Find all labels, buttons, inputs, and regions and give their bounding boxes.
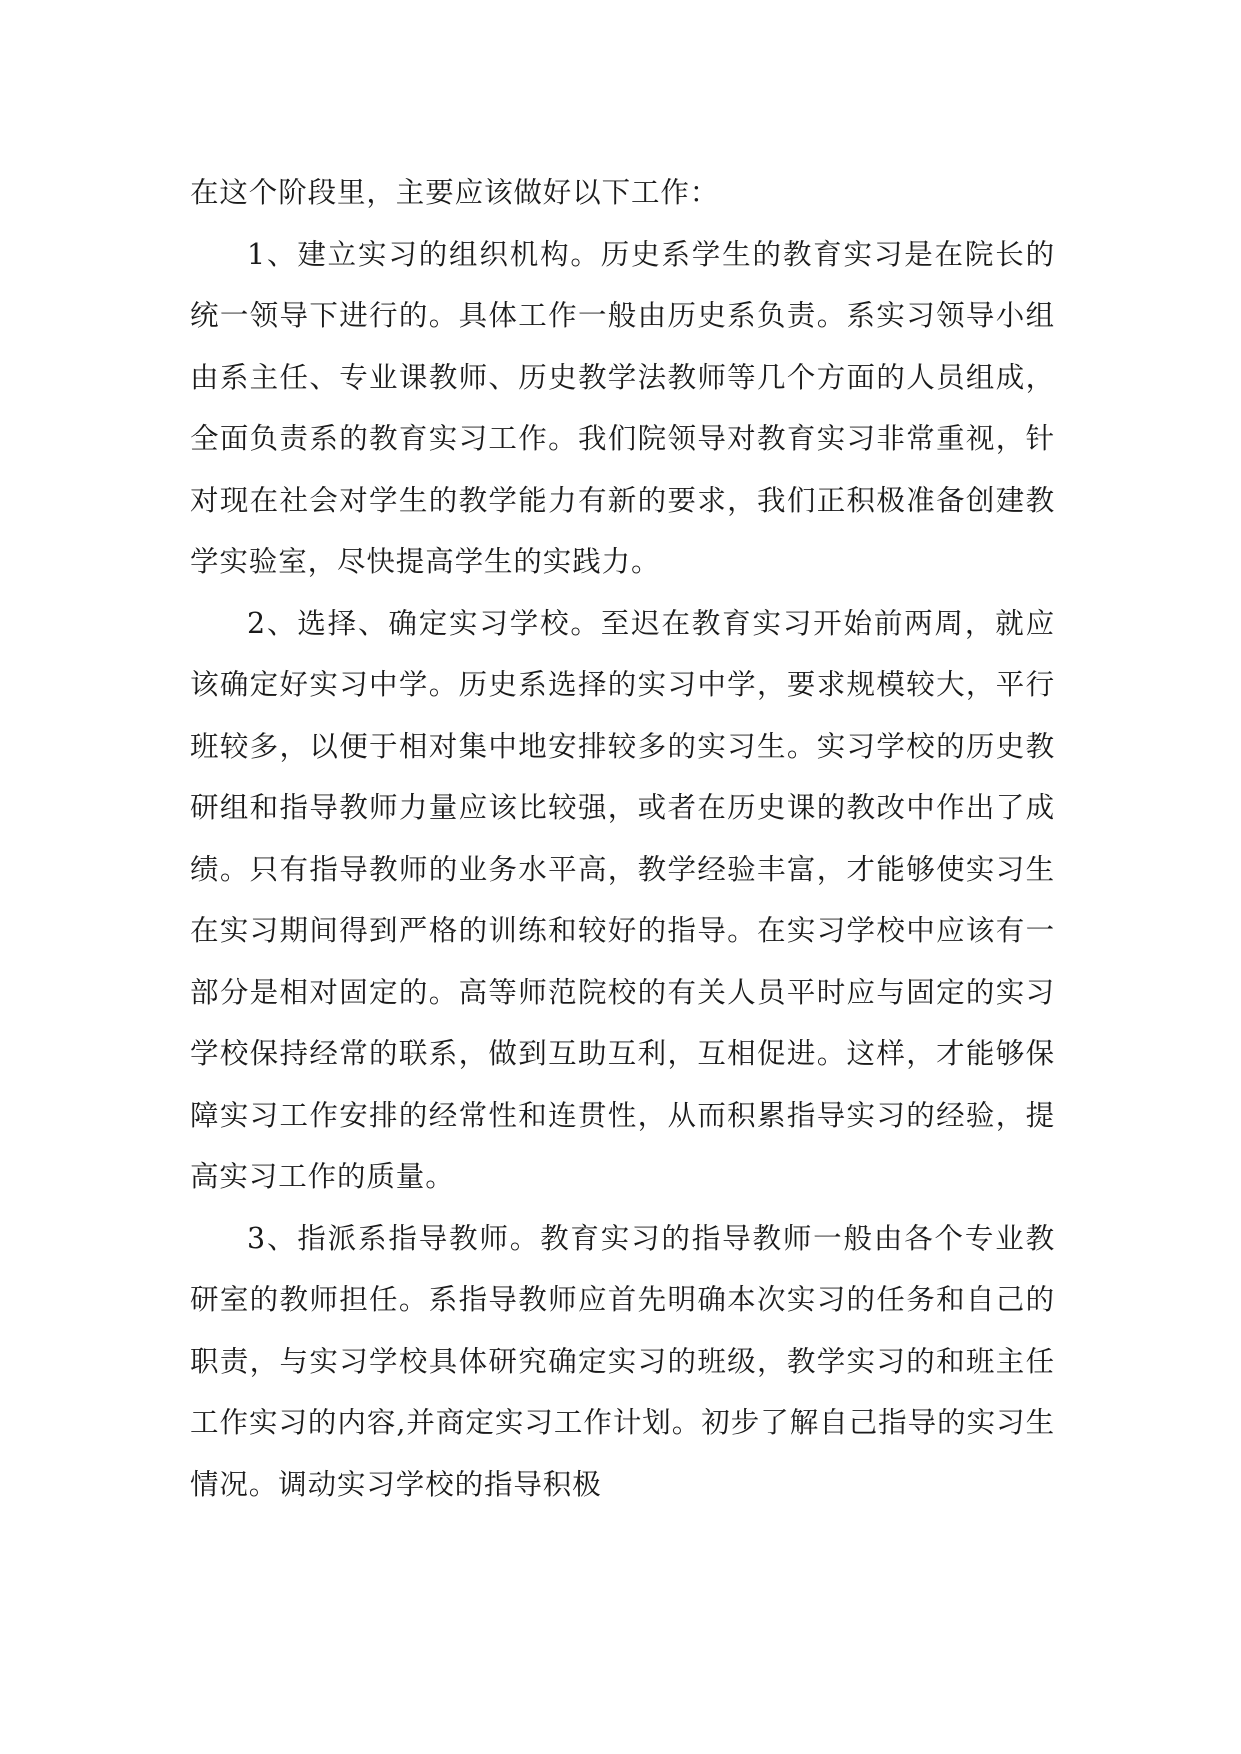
- paragraph-school-selection: 2、选择、确定实习学校。至迟在教育实习开始前两周，就应该确定好实习中学。历史系选择的实习中学，要求规模较大，平行班较多，以便于相对集中地安排较多的实习生。实习学校的历史教研组和指导教师力量应该比较强，或者在历史课的教改中作出了成绩。只有指导教师的业务水平高，教学经验丰富，才能够使实习生在实习期间得到严格的训练和较好的指导。在实习学校中应该有一部分是相对固定的。高等师范院校的有关人员平时应与固定的实习学校保持经常的联系，做到互助互利，互相促进。这样，才能够保障实习工作安排的经常性和连贯性，从而积累指导实习的经验，提高实习工作的质量。: [190, 606, 1055, 1193]
- paragraph-organization: 1、建立实习的组织机构。历史系学生的教育实习是在院长的统一领导下进行的。具体工作一般由历史系负责。系实习领导小组由系主任、专业课教师、历史教学法教师等几个方面的人员组成，全面负责系的教育实习工作。我们院领导对教育实习非常重视，针对现在社会对学生的教学能力有新的要求，我们正积极准备创建教学实验室，尽快提高学生的实践力。: [190, 237, 1055, 578]
- document-page: [190, 162, 1055, 1515]
- intro-paragraph: 在这个阶段里，主要应该做好以下工作：: [190, 176, 720, 209]
- paragraph-instructor-assignment: 3、指派系指导教师。教育实习的指导教师一般由各个专业教研室的教师担任。系指导教师应首先明确本次实习的任务和自己的职责，与实习学校具体研究确定实习的班级，教学实习的和班主任工作实习的内容,并商定实习工作计划。初步了解自己指导的实习生情况。调动实习学校的指导积极: [190, 1221, 1055, 1501]
